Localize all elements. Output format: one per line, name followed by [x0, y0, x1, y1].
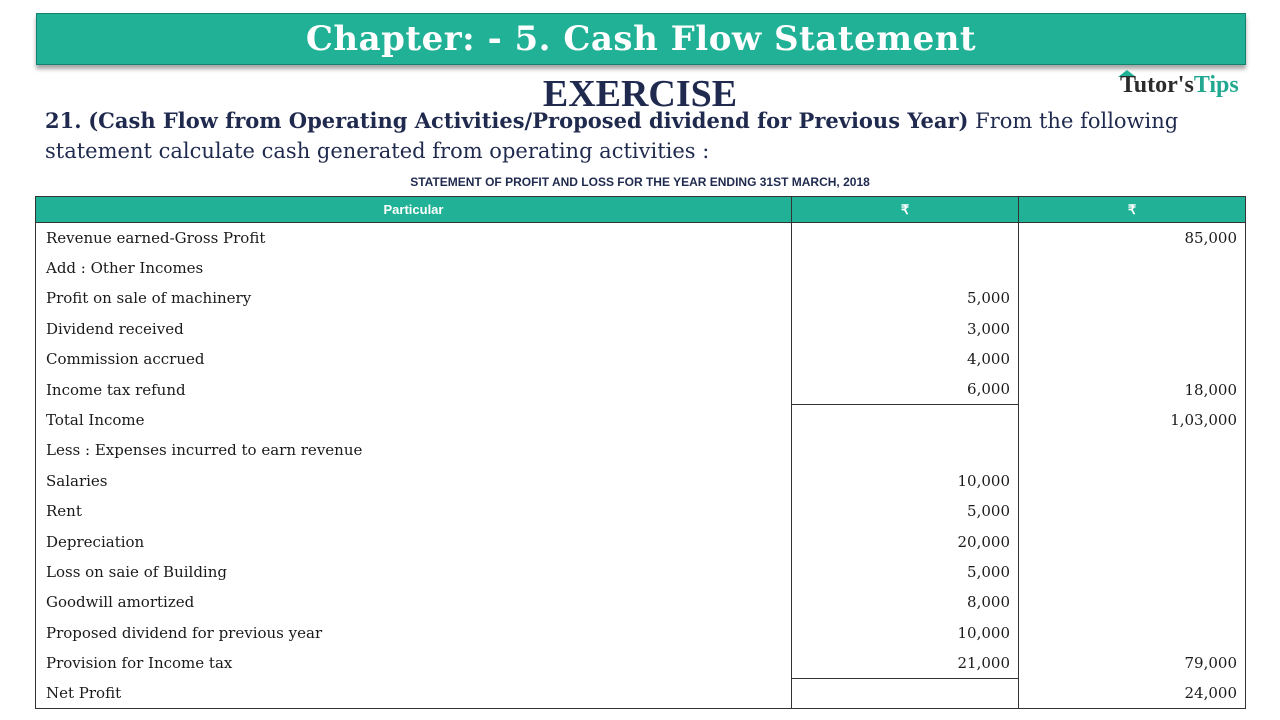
row-amount-1: 21,000 [792, 648, 1019, 678]
table-row [36, 526, 1246, 556]
row-amount-2: 79,000 [1019, 648, 1246, 678]
row-amount-2 [1019, 344, 1246, 374]
table-row [36, 618, 1246, 648]
table-header-row [36, 197, 1246, 223]
row-particular: Goodwill amortized [36, 587, 792, 617]
row-amount-1: 5,000 [792, 283, 1019, 313]
row-amount-1 [792, 223, 1019, 253]
row-particular: Salaries [36, 466, 792, 496]
row-amount-1: 3,000 [792, 314, 1019, 344]
row-amount-2 [1019, 557, 1246, 587]
row-particular: Provision for Income tax [36, 648, 792, 678]
exercise-heading: EXERCISE [542, 73, 738, 115]
question-title: (Cash Flow from Operating Activities/Proposed dividend for Previous Year) [88, 108, 969, 133]
profit-loss-table [35, 196, 1246, 709]
row-particular: Depreciation [36, 526, 792, 556]
row-particular: Revenue earned-Gross Profit [36, 223, 792, 253]
row-amount-1: 5,000 [792, 557, 1019, 587]
row-amount-2: 18,000 [1019, 374, 1246, 404]
table-row [36, 223, 1246, 253]
row-amount-1: 6,000 [792, 374, 1019, 404]
row-amount-1 [792, 435, 1019, 465]
row-amount-1: 10,000 [792, 618, 1019, 648]
row-amount-2 [1019, 314, 1246, 344]
header-amount-2: ₹ [1019, 197, 1246, 223]
row-particular: Profit on sale of machinery [36, 283, 792, 313]
chapter-title: Chapter: - 5. Cash Flow Statement [305, 19, 977, 59]
row-amount-1: 5,000 [792, 496, 1019, 526]
table-caption: STATEMENT OF PROFIT AND LOSS FOR THE YEAR ENDING 31ST MARCH, 2018 [410, 175, 870, 189]
row-amount-2: 85,000 [1019, 223, 1246, 253]
tutors-tips-logo [1118, 70, 1248, 104]
table-row [36, 283, 1246, 313]
row-amount-1: 20,000 [792, 526, 1019, 556]
logo-text-tips: Tips [1193, 72, 1239, 98]
table-row [36, 678, 1246, 708]
row-particular: Dividend received [36, 314, 792, 344]
question-number: 21. [45, 108, 82, 133]
row-amount-2 [1019, 466, 1246, 496]
row-amount-2 [1019, 526, 1246, 556]
table-row [36, 344, 1246, 374]
row-particular: Net Profit [36, 678, 792, 708]
row-amount-1: 10,000 [792, 466, 1019, 496]
row-particular: Commission accrued [36, 344, 792, 374]
header-amount-1: ₹ [792, 197, 1019, 223]
row-particular: Rent [36, 496, 792, 526]
row-amount-2: 1,03,000 [1019, 405, 1246, 435]
header-particular: Particular [36, 197, 792, 223]
table-row [36, 314, 1246, 344]
table-row [36, 648, 1246, 678]
row-amount-2 [1019, 435, 1246, 465]
row-amount-1 [792, 253, 1019, 283]
table-row [36, 496, 1246, 526]
row-amount-1 [792, 678, 1019, 708]
row-particular: Income tax refund [36, 374, 792, 404]
row-particular: Less : Expenses incurred to earn revenue [36, 435, 792, 465]
row-amount-2 [1019, 283, 1246, 313]
question-body: From the following statement calculate cash generated from operating activities : [45, 109, 1179, 163]
row-amount-1: 8,000 [792, 587, 1019, 617]
table-row [36, 587, 1246, 617]
chapter-banner [36, 13, 1246, 65]
row-amount-2 [1019, 253, 1246, 283]
row-particular: Add : Other Incomes [36, 253, 792, 283]
row-amount-2 [1019, 587, 1246, 617]
table-row [36, 557, 1246, 587]
table-row [36, 374, 1246, 404]
table-row [36, 435, 1246, 465]
question-text [45, 106, 1245, 166]
row-amount-1 [792, 405, 1019, 435]
row-amount-1: 4,000 [792, 344, 1019, 374]
row-particular: Total Income [36, 405, 792, 435]
row-particular: Proposed dividend for previous year [36, 618, 792, 648]
row-particular: Loss on saie of Building [36, 557, 792, 587]
table-row [36, 253, 1246, 283]
row-amount-2: 24,000 [1019, 678, 1246, 708]
row-amount-2 [1019, 618, 1246, 648]
table-row [36, 466, 1246, 496]
row-amount-2 [1019, 496, 1246, 526]
table-row [36, 405, 1246, 435]
logo-text-tutors: Tutor's [1120, 72, 1194, 98]
